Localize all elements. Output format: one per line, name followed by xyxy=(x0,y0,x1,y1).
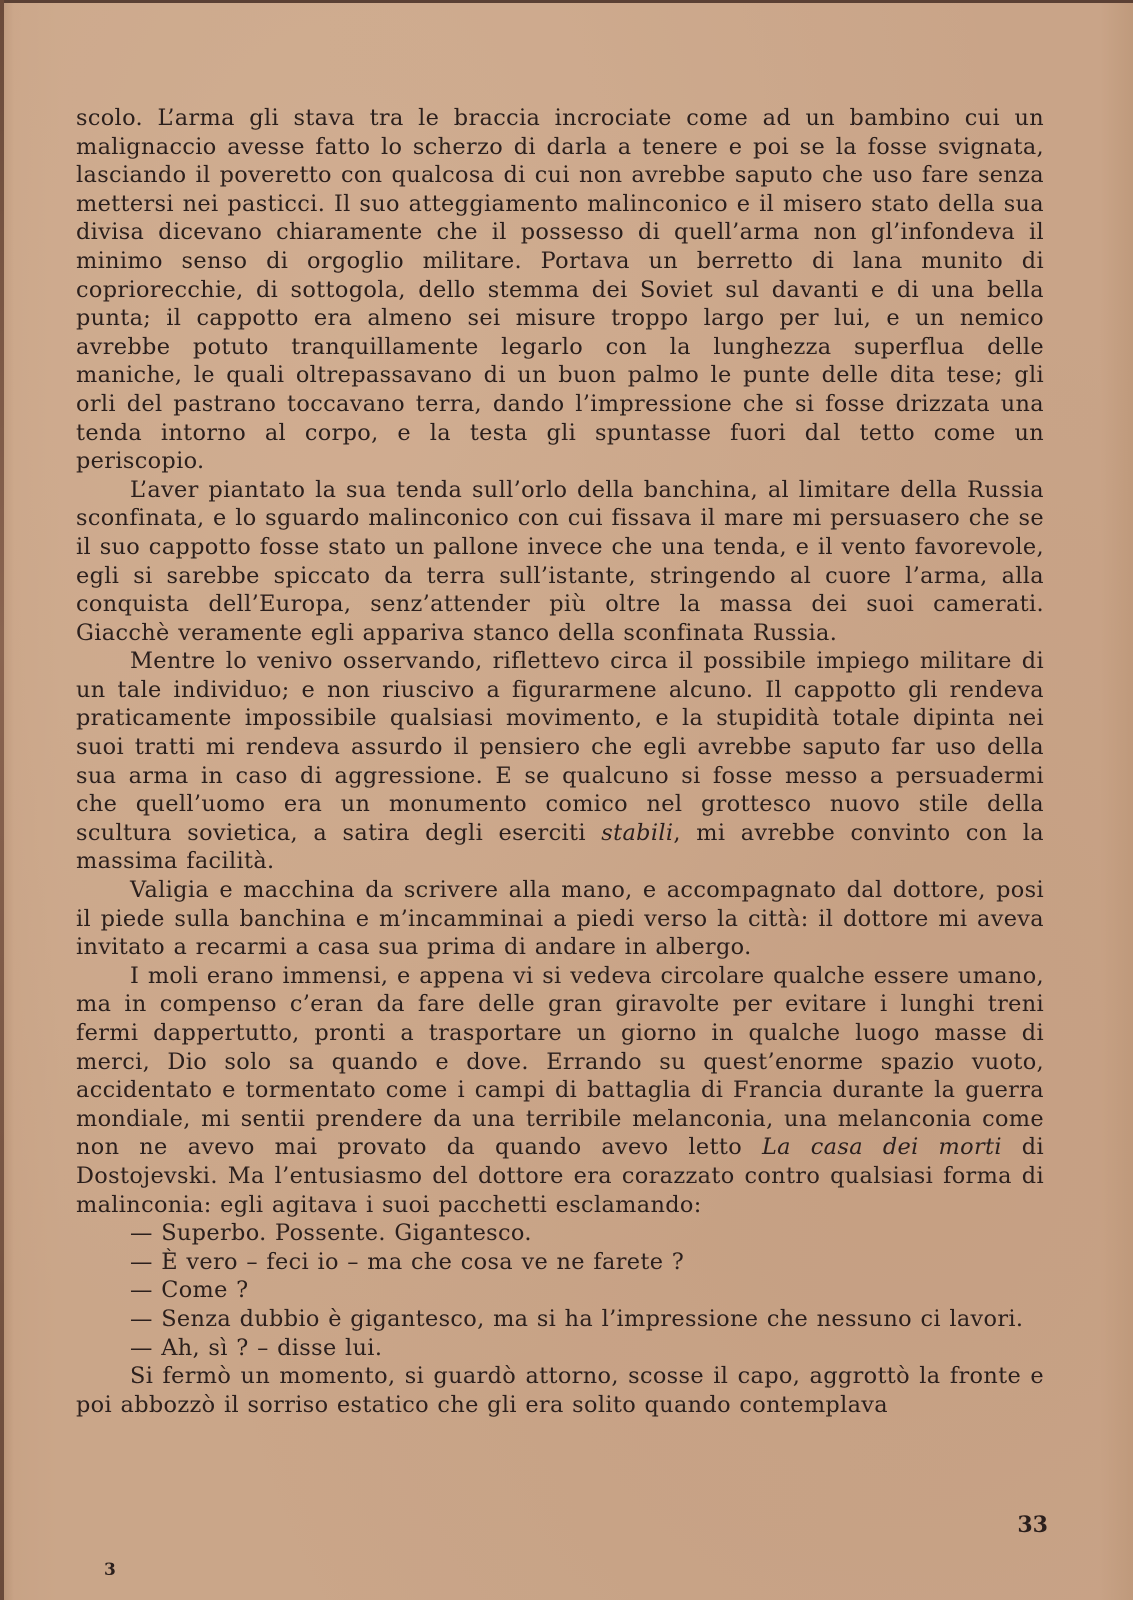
paragraph-5 xyxy=(76,962,1044,1219)
paragraph-3-text-after: , mi avrebbe convinto con la massima facilità. xyxy=(76,819,1044,875)
paragraph-3 xyxy=(76,647,1044,876)
dialogue-line-1: — Superbo. Possente. Gigantesco. xyxy=(130,1220,532,1247)
page-number: 33 xyxy=(1017,1512,1048,1538)
paragraph-5-text-after: di Dostojevski. Ma l’entusiasmo del dottore era corazzato contro qualsiasi forma di malinconia: egli agitava i suoi pacchetti esclamando: xyxy=(76,1134,1044,1218)
page-top-edge xyxy=(0,0,1133,3)
paragraph-5-text-before: I moli erano immensi, e appena vi si vedeva circolare qualche essere umano, ma in compenso c’eran da fare delle gran giravolte per evitare i lunghi treni fermi dappertutto, pronti a trasportare un giorno in qualche luogo masse di merci, Dio solo sa quando e dove. Errando su quest’enorme spazio vuoto, accidentato e tormentato come i campi di battaglia di Francia durante la guerra mondiale, mi sentii prendere da una terribile melanconia, una melanconia come non ne avevo mai provato da quando avevo letto xyxy=(76,962,1044,1161)
page-body xyxy=(76,104,1044,1419)
closing-paragraph: Si fermò un momento, si guardò attorno, scosse il capo, aggrottò la fronte e poi abbozzò il sorriso estatico che gli era solito quando contemplava xyxy=(76,1363,1044,1418)
paragraph-3-italic: stabili xyxy=(601,819,674,846)
dialogue-line-3: — Come ? xyxy=(130,1277,249,1304)
paragraph-4: Valigia e macchina da scrivere alla mano, e accompagnato dal dottore, posi il piede sulla banchina e m’incamminai a piedi verso la città: il dottore mi aveva invitato a recarmi a casa sua prima di andare in albergo. xyxy=(76,877,1044,961)
dialogue-line-5: — Ah, sì ? – disse lui. xyxy=(130,1334,383,1361)
page-binding-edge xyxy=(0,0,4,1600)
paragraph-3-text-before: Mentre lo venivo osservando, riflettevo circa il possibile impiego militare di un tale individuo; e non riuscivo a figurarmene alcuno. Il cappotto gli rendeva praticamente impossibile qualsiasi movimento, e la stupidità totale dipinta nei suoi tratti mi rendeva assurdo il pensiero che egli avrebbe saputo far uso della sua arma in caso di aggressione. E se qualcuno si fosse messo a persuadermi che quell’uomo era un monumento comico nel grottesco nuovo stile della scultura sovietica, a satira degli eserciti xyxy=(76,648,1044,846)
paragraph-1: scolo. L’arma gli stava tra le braccia incrociate come ad un bambino cui un malignaccio avesse fatto lo scherzo di darla a tenere e poi se la fosse svignata, lasciando il poveretto con qualcosa di cui non avrebbe saputo che uso fare senza mettersi nei pasticci. Il suo atteggiamento malinconico e il misero stato della sua divisa dicevano chiaramente che il possesso di quell’arma non gl’infondeva il minimo senso di orgoglio militare. Portava un berretto di lana munito di copriorecchie, di sottogola, dello stemma dei Soviet sul davanti e di una bella punta; il cappotto era almeno sei misure troppo largo per lui, e un nemico avrebbe potuto tranquillamente legarlo con la lunghezza superflua delle maniche, le quali oltrepassavano di un buon palmo le punte delle dita tese; gli orli del pastrano toccavano terra, dando l’impressione che si fosse drizzata una tenda intorno al corpo, e la testa gli spuntasse fuori dal tetto come un periscopio. xyxy=(76,105,1044,475)
paragraph-2: L’aver piantato la sua tenda sull’orlo della banchina, al limitare della Russia sconfinata, e lo sguardo malinconico con cui fissava il mare mi persuasero che se il suo cappotto fosse stato un pallone invece che una tenda, e il vento favorevole, egli si sarebbe spiccato da terra sull’istante, stringendo al cuore l’arma, alla conquista dell’Europa, senz’attender più oltre la massa dei suoi camerati. Giacchè veramente egli appariva stanco della sconfinata Russia. xyxy=(76,476,1044,646)
signature-mark: 3 xyxy=(104,1560,116,1580)
dialogue-line-4: — Senza dubbio è gigantesco, ma si ha l’impressione che nessuno ci lavori. xyxy=(130,1305,1024,1332)
paragraph-5-italic: La casa dei morti xyxy=(761,1134,1002,1161)
dialogue-line-2: — È vero – feci io – ma che cosa ve ne farete ? xyxy=(130,1248,685,1275)
